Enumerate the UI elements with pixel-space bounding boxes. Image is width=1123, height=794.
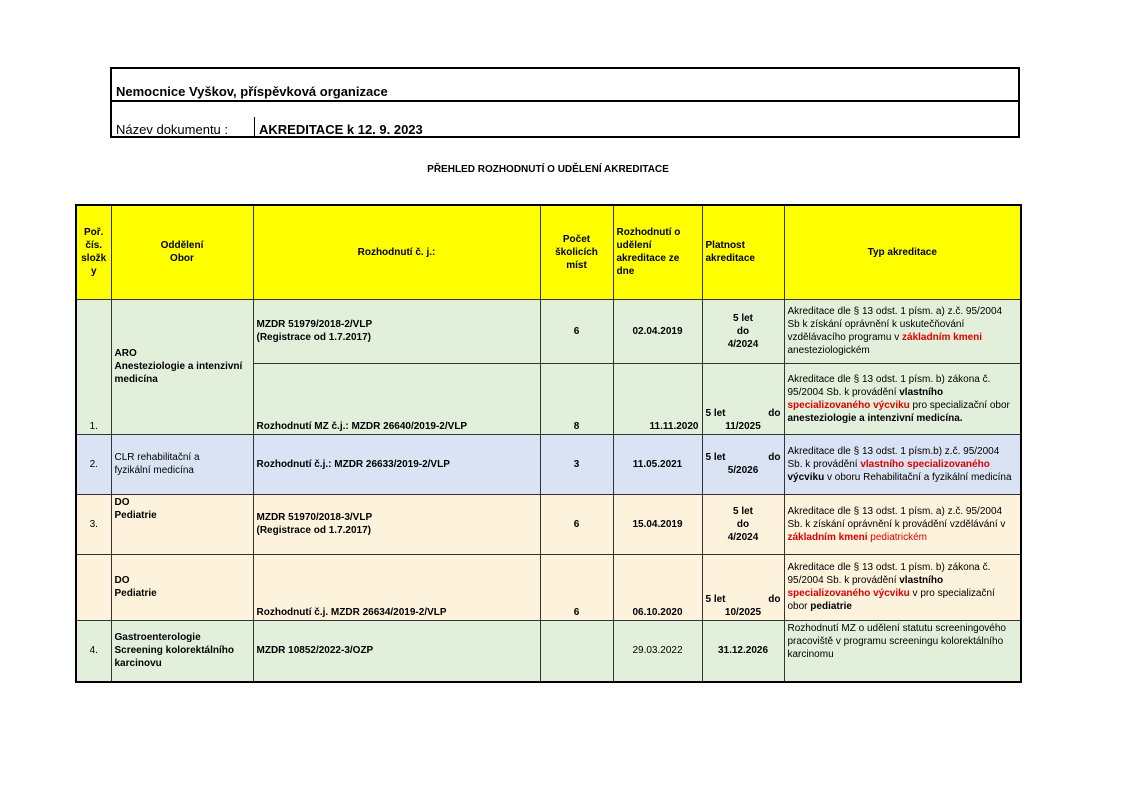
validity-cell	[702, 363, 784, 434]
decision-note: (Registrace od 1.7.2017)	[256, 332, 371, 343]
row-number: 1.	[76, 299, 111, 434]
validity-cell	[702, 554, 784, 620]
col-header-date: Rozhodnutí o udělení akreditace ze dne	[613, 205, 702, 299]
decision-cell	[253, 299, 540, 363]
document-header	[110, 67, 1020, 138]
type-highlight-end: pediatrickém	[867, 531, 927, 543]
col-header-decision: Rozhodnutí č. j.:	[253, 205, 540, 299]
table-row	[76, 434, 1021, 494]
type-highlight: vlastního specializovaného	[860, 458, 990, 470]
type-text-mid: pro specializační obor	[909, 399, 1010, 411]
type-cell	[784, 554, 1021, 620]
validity-date: 11/2025	[725, 420, 761, 432]
type-text: Akreditace dle § 13 odst. 1 písm. b) zákona č. 95/2004 Sb. k provádění	[787, 373, 991, 398]
type-highlight: specializovaného výcviku	[787, 588, 910, 599]
type-cell	[784, 494, 1021, 554]
department-code: DO	[114, 496, 130, 508]
department-field: fyzikální medicína	[114, 465, 194, 476]
decision-number: MZDR 51979/2018-2/VLP	[256, 319, 373, 330]
places-cell: 3	[540, 434, 613, 494]
places-cell: 6	[540, 554, 613, 620]
decision-number: MZDR 51970/2018-3/VLP	[256, 512, 373, 523]
places-cell: 8	[540, 363, 613, 434]
places-cell	[540, 620, 613, 682]
department-field: Pediatrie	[114, 588, 157, 599]
type-text-mid: v pro specializační obor	[787, 588, 995, 612]
department-cell	[111, 299, 253, 434]
department-code: DO	[114, 575, 130, 586]
type-bold: vlastního	[899, 575, 944, 586]
type-highlight: základním kmeni	[787, 531, 868, 543]
validity-cell: 31.12.2026	[702, 620, 784, 682]
validity-date: 4/2024	[727, 531, 759, 543]
department-code: ARO	[114, 348, 137, 359]
col-header-type: Typ akreditace	[784, 205, 1021, 299]
validity-until: do	[736, 325, 750, 337]
validity-until: do	[768, 593, 781, 605]
date-cell: 02.04.2019	[613, 299, 702, 363]
date-cell: 15.04.2019	[613, 494, 702, 554]
validity-years: 5 let	[705, 452, 726, 463]
department-cell	[111, 620, 253, 682]
col-header-validity: Platnost akreditace	[702, 205, 784, 299]
validity-date: 10/2025	[724, 606, 762, 618]
validity-years: 5 let	[732, 505, 753, 517]
type-highlight: specializovaného výcviku	[787, 399, 910, 411]
department-field: Anesteziologie a intenzivní medicína	[114, 361, 243, 385]
date-cell: 11.11.2020	[613, 363, 702, 434]
type-text-end: v oboru Rehabilitační a fyzikální medicína	[824, 471, 1012, 483]
validity-years: 5 let	[705, 593, 726, 605]
page-subtitle: PŘEHLED ROZHODNUTÍ O UDĚLENÍ AKREDITACE	[427, 164, 669, 175]
validity-date: 4/2024	[727, 338, 759, 350]
table-row	[76, 554, 1021, 620]
type-text: Akreditace dle § 13 odst. 1 písm. a) z.č. 95/2004 Sb. k získání oprávnění k provádění vzdělávání v	[787, 505, 1006, 530]
decision-note: (Registrace od 1.7.2017)	[256, 525, 371, 536]
type-cell	[784, 434, 1021, 494]
department-field: Pediatrie	[114, 509, 157, 521]
date-cell: 29.03.2022	[613, 620, 702, 682]
col-header-places: Počet školicích míst	[540, 205, 613, 299]
validity-until: do	[768, 452, 781, 463]
col-header-number: Poř. čís. složk y	[76, 205, 111, 299]
places-cell: 6	[540, 299, 613, 363]
department-field: Screening kolorektálního	[114, 645, 234, 657]
type-text-end: anesteziologickém	[787, 345, 870, 356]
validity-until: do	[736, 518, 750, 530]
validity-cell	[702, 494, 784, 554]
validity-until: do	[768, 407, 781, 419]
type-cell	[784, 363, 1021, 434]
table-row	[76, 494, 1021, 554]
validity-years: 5 let	[732, 312, 753, 324]
validity-cell	[702, 434, 784, 494]
decision-cell: Rozhodnutí č.j.: MZDR 26633/2019-2/VLP	[253, 434, 540, 494]
row-number: 3.	[76, 494, 111, 554]
type-bold-end: anesteziologie a intenzivní medicína.	[787, 412, 963, 424]
organization-name: Nemocnice Vyškov, příspěvková organizace	[112, 69, 1018, 102]
validity-cell	[702, 299, 784, 363]
type-bold: výcviku	[787, 471, 825, 483]
type-cell	[784, 299, 1021, 363]
type-highlight: základním kmeni	[902, 332, 983, 343]
decision-cell	[253, 494, 540, 554]
validity-date: 5/2026	[727, 465, 759, 476]
accreditation-table	[75, 204, 1022, 683]
decision-cell: MZDR 10852/2022-3/OZP	[253, 620, 540, 682]
row-number: 2.	[76, 434, 111, 494]
department-field-cont: karcinovu	[114, 658, 162, 670]
type-text: Akreditace dle § 13 odst. 1 písm. b) zákona č. 95/2004 Sb. k provádění	[787, 562, 991, 586]
type-text: Akreditace dle § 13 odst. 1 písm. a) z.č. 95/2004 Sb k získání oprávnění k uskutečňování vzdělávacího programu v	[787, 306, 1003, 343]
table-row	[76, 299, 1021, 363]
decision-cell: Rozhodnutí MZ č.j.: MZDR 26640/2019-2/VLP	[253, 363, 540, 434]
row-number-empty	[76, 554, 111, 620]
date-cell: 06.10.2020	[613, 554, 702, 620]
type-bold-end: pediatrie	[810, 601, 852, 612]
department-cell	[111, 434, 253, 494]
document-name-value: AKREDITACE k 12. 9. 2023	[259, 122, 423, 137]
date-cell: 11.05.2021	[613, 434, 702, 494]
row-number: 4.	[76, 620, 111, 682]
type-cell: Rozhodnutí MZ o udělení statutu screeningového pracoviště v programu screeningu kolorektálního karcinomu	[784, 620, 1021, 682]
table-header-row	[76, 205, 1021, 299]
type-bold: vlastního	[899, 386, 944, 398]
header-divider	[254, 117, 255, 138]
type-text: Akreditace dle § 13 odst. 1 písm.b) z.č. 95/2004 Sb. k provádění	[787, 445, 1000, 470]
validity-years: 5 let	[705, 407, 726, 419]
document-name-row	[112, 102, 1018, 138]
col-header-department: Oddělení Obor	[111, 205, 253, 299]
decision-cell: Rozhodnutí č.j. MZDR 26634/2019-2/VLP	[253, 554, 540, 620]
department-cell	[111, 494, 253, 554]
department-name: CLR rehabilitační a	[114, 452, 200, 463]
places-cell: 6	[540, 494, 613, 554]
department-name: Gastroenterologie	[114, 632, 201, 644]
table-row	[76, 620, 1021, 682]
department-cell	[111, 554, 253, 620]
document-name-label: Název dokumentu :	[116, 122, 229, 137]
